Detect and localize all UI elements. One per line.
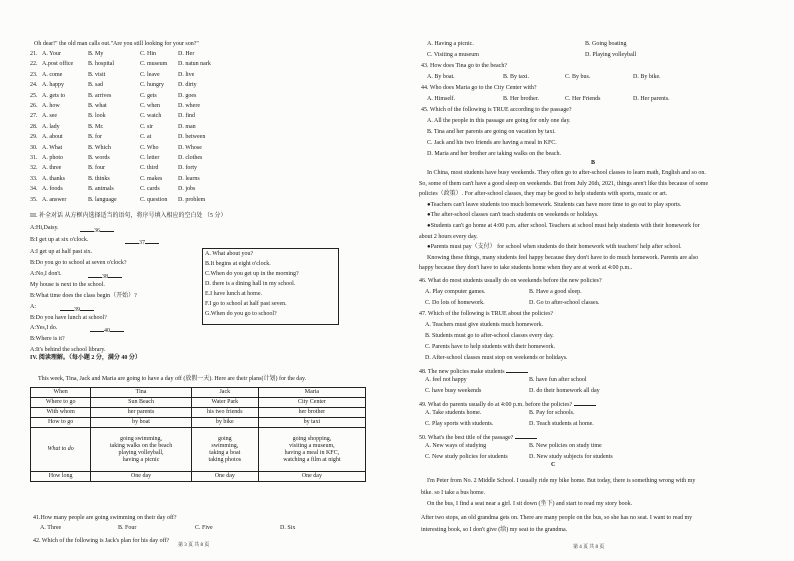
cloze-option-b: B. what <box>88 103 107 109</box>
q42-option-a: A. Having a picnic. <box>427 41 474 47</box>
cloze-option-c: C. Who <box>140 144 159 151</box>
blank-line <box>100 225 114 232</box>
cloze-question-number: 26. <box>30 103 38 109</box>
q41-option-c: C. Five <box>195 525 213 531</box>
cloze-question-number: 28. <box>30 123 38 130</box>
cloze-option-b: B. animals <box>88 186 114 193</box>
dialogue-line: A:No,I don't. <box>30 271 62 277</box>
question-43: 43. How does Tina go to the beach? <box>421 63 507 69</box>
q45-option-d: D. Maria and her brother are taking walks on the beach. <box>427 151 561 157</box>
q42-option-c: C. Visiting a museum <box>427 52 479 58</box>
q43-option-a: A. By boat. <box>427 74 455 80</box>
question-45: 45. Which of the following is TRUE according to the passage? <box>421 107 572 113</box>
q41-option-b: B. Four <box>118 525 137 531</box>
cloze-option-c: C. third <box>140 165 159 172</box>
cloze-option-b: B. hospital <box>88 61 115 68</box>
cloze-question-number: 22. <box>30 61 38 68</box>
cloze-option-b: B. sad <box>88 82 103 89</box>
answer-blank <box>574 399 596 406</box>
cloze-option-c: C. at <box>140 134 152 141</box>
q43-option-d: D. By bike. <box>633 74 661 80</box>
passage-b-line: ●Parents must pay（支付） for school when students do their homework with teachers' help after school. <box>427 244 682 251</box>
cloze-option-c: C. sir <box>140 123 154 130</box>
cloze-option-c: C. leave <box>140 71 160 78</box>
cloze-option-c: C. cards <box>140 186 160 193</box>
blank-number: 36 <box>94 228 100 234</box>
blank-line <box>60 304 74 311</box>
table-row-label: Where to go <box>31 398 91 408</box>
cloze-question-number: 32. <box>30 165 38 172</box>
passage-b-line: happy because they don't have to take students home when they are at work at 4:00 p.m.. <box>419 265 633 272</box>
table-cell: his two friends <box>191 408 258 418</box>
table-cell: Water Park <box>191 398 258 408</box>
blank-line <box>80 304 94 311</box>
dialogue-line: A: <box>30 304 36 310</box>
q45-option-b: B. Tina and her parents are going on vacation by taxi. <box>427 129 556 135</box>
table-row <box>31 398 366 408</box>
cloze-option-d: D. find <box>178 113 195 120</box>
cloze-option-b: B. Which <box>88 144 111 151</box>
box-option: C.When do you get up in the morning? <box>205 271 299 277</box>
dialogue-blank-37[interactable] <box>125 237 159 247</box>
passage-b-line: Knowing these things, many students feel happy because they don't have to do much homework. Parents are also <box>427 254 699 261</box>
cloze-option-a: A. What <box>42 144 63 151</box>
passage-c-line: interesting book, so I don't give (给) my seat to the grandma. <box>421 527 568 533</box>
cloze-option-a: A. thanks <box>42 175 65 182</box>
q48-option-c: C. have busy weekends <box>425 388 482 394</box>
cloze-option-a: A. photo <box>42 155 63 161</box>
passage-b-line: policies（政策）. For after-school classes, they may be good to help students with sports, music or art. <box>419 191 668 198</box>
dialogue-blank-38[interactable] <box>88 271 122 281</box>
box-option: A. What about you? <box>205 251 254 257</box>
cloze-option-c: C. hungry <box>140 82 164 89</box>
cloze-option-a: A. see <box>42 113 57 120</box>
passage-b-line: about 2 hours every day. <box>419 233 478 240</box>
q49-option-c: C. Play sports with students. <box>425 421 494 427</box>
q46-option-d: D. Go to after-school classes. <box>529 300 600 306</box>
table-row-label: What to do <box>31 428 91 472</box>
passage-b-label: B <box>591 160 596 166</box>
dialogue-line: A:It's behind the school library. <box>30 347 106 353</box>
cloze-option-b: B. look <box>88 113 106 120</box>
q50-option-a: A. New ways of studying <box>425 443 487 449</box>
q45-option-a: A. All the people in this passage are going for only one day. <box>427 118 571 124</box>
table-cell: going swimming, taking walks on the beach playing volleyball, having a picnic <box>91 428 192 472</box>
cloze-question-number: 34. <box>30 186 38 193</box>
q44-option-b: B. Her brother. <box>503 96 539 102</box>
cloze-question-number: 21. <box>30 51 38 57</box>
blank-number: 37 <box>139 240 145 246</box>
q43-option-c: C. By bus. <box>565 74 591 80</box>
passage-a-intro: This week, Tina, Jack and Maria are going to have a day off (放假一天). Here are their plans(计划) for the day. <box>38 376 307 382</box>
blank-line <box>90 325 104 332</box>
cloze-option-b: B. Mr. <box>88 123 104 130</box>
q50-option-b: B. New policies on study time <box>529 443 602 449</box>
table-cell: Sun Beach <box>91 398 192 408</box>
blank-line <box>125 237 139 244</box>
passage-b-line: ●The after-school classes can't teach students on weekends or holidays. <box>427 212 599 219</box>
blank-number: 40 <box>104 328 110 334</box>
blank-line <box>88 271 102 278</box>
cloze-question-number: 33. <box>30 175 38 182</box>
box-option: B.It begins at eight o'clock. <box>205 261 271 267</box>
q47-option-d: D. After-school classes must stop on weekends or holidays. <box>425 355 568 361</box>
table-row-label: With whom <box>31 408 91 418</box>
q44-option-c: C. Her Friends <box>565 96 601 102</box>
cloze-option-c: C. Hin <box>140 51 157 57</box>
question-42: 42. Which of the following is Jack's plan for his day off? <box>33 538 170 544</box>
q42-option-d: D. Playing volleyball <box>585 52 637 58</box>
q48-option-a: A. feel not happy <box>425 377 467 383</box>
cloze-option-b: B. language <box>88 196 117 203</box>
dialogue-line: B:Do you go to school at seven o'clock? <box>30 260 127 266</box>
table-cell: by boat <box>91 418 192 428</box>
cloze-option-c: C. letter <box>140 155 160 161</box>
table-header-cell: Jack <box>191 388 258 398</box>
cloze-option-a: A. gets to <box>42 92 66 99</box>
cloze-option-c: C. museum <box>140 61 168 68</box>
box-option: G.When do you go to school? <box>205 311 277 317</box>
table-cell: City Center <box>258 398 365 408</box>
cloze-option-a: A. three <box>42 165 62 172</box>
cloze-option-d: D. man <box>178 123 196 130</box>
question-46: 46. What do most students usually do on weekends before the new policies? <box>419 278 602 284</box>
table-header-cell: When <box>31 388 91 398</box>
passage-c-line: bike. so I take a bus home. <box>421 490 485 496</box>
cloze-question-number: 29. <box>30 134 38 141</box>
cloze-option-d: D. Her <box>178 51 195 57</box>
table-cell: One day <box>191 472 258 482</box>
dialogue-line: B:Where is it? <box>30 336 65 342</box>
table-row <box>31 472 366 482</box>
table-cell: going swimming, taking a boat taking photos <box>191 428 258 472</box>
table-row <box>31 408 366 418</box>
dialogue-line: A:Yes,I do. <box>30 325 58 331</box>
cloze-option-b: B. My <box>88 51 104 57</box>
cloze-option-c: C. makes <box>140 175 163 182</box>
table-row <box>31 428 366 472</box>
table-header-cell: Tina <box>91 388 192 398</box>
q49-option-b: B. Pay for schools. <box>529 410 575 416</box>
box-option: E.I have lunch at home. <box>205 291 262 297</box>
q44-option-d: D. Her parents. <box>633 96 670 102</box>
cloze-option-b: B. thinks <box>88 175 110 182</box>
cloze-option-d: D. between <box>178 134 206 141</box>
q48-option-d: D. do their homework all day <box>529 388 600 394</box>
cloze-option-a: A. answer <box>42 196 67 203</box>
passage-c-line: After two stops, an old grandma gets on. There are many people on the bus, so she has no seat. I want to read my <box>421 515 693 521</box>
q41-option-a: A. Three <box>40 525 62 531</box>
question-41: 41.How many people are going swimming on their day off? <box>33 515 177 521</box>
question-50: 50. What's the best title of the passage? <box>419 432 537 442</box>
cloze-option-a: A. Your <box>42 51 61 57</box>
passage-b-line: In China, most students have busy weekends. They often go to after-school classes to learn math, English and so on. <box>427 170 706 176</box>
cloze-option-d: D. learns <box>178 175 200 182</box>
blank-line <box>110 325 124 332</box>
passage-c-label: C <box>551 462 556 468</box>
table-row <box>31 418 366 428</box>
q50-option-c: C. New study policies for students <box>425 454 508 460</box>
q45-option-c: C. Jack and his two friends are having a meal in KFC. <box>427 140 557 146</box>
q44-option-a: A. Himself. <box>427 96 456 102</box>
q47-option-b: B. Students must go to after-school classes every day. <box>425 333 554 339</box>
dialogue-line: A:I get up at half past six. <box>30 249 93 255</box>
question-48: 48. The new policies make students <box>419 366 528 376</box>
blank-number: 39 <box>74 307 80 313</box>
dialogue-line: B:Do you have lunch at school? <box>30 315 107 321</box>
question-47: 47. Which of the following is TRUE about the policies? <box>419 311 554 317</box>
dialogue-line: My house is next to the school. <box>30 282 105 288</box>
box-option: D. there is a dining hall in my school. <box>205 281 296 287</box>
table-header-cell: Maria <box>258 388 365 398</box>
blank-line <box>108 271 122 278</box>
blank-line <box>80 225 94 232</box>
cloze-option-c: C. watch <box>140 113 162 120</box>
cloze-question-number: 23. <box>30 71 38 78</box>
cloze-question-number: 30. <box>30 144 38 151</box>
cloze-option-b: B. four <box>88 165 105 172</box>
cloze-option-b: B. for <box>88 134 102 141</box>
q43-option-b: B. By taxi. <box>503 74 530 80</box>
table-row-label: How to go <box>31 418 91 428</box>
question-44: 44. Who does Maria go to the City Center with? <box>421 85 537 91</box>
q49-option-d: D. Teach students at home. <box>529 421 594 427</box>
box-option: F.I go to school at half past seven. <box>205 301 287 307</box>
answer-blank <box>506 366 528 373</box>
answer-blank <box>515 432 537 439</box>
passage-b-line: ●Teachers can't leave students too much homework. Students can have more time to go out to play sports. <box>427 201 682 208</box>
dialogue-blank-40[interactable] <box>90 325 124 335</box>
table-cell: by bike <box>191 418 258 428</box>
cloze-option-a: A. about <box>42 134 63 141</box>
cloze-question-number: 31. <box>30 155 38 161</box>
cloze-option-b: B. words <box>88 155 110 161</box>
cloze-option-d: D. live <box>178 71 195 78</box>
q50-option-d: D. New study subjects for students <box>529 454 613 460</box>
dialogue-blank-36[interactable] <box>80 225 114 235</box>
table-cell: by taxi <box>258 418 365 428</box>
q48-option-b: B. have fun after school <box>529 377 587 383</box>
cloze-option-c: C. gets <box>140 92 157 99</box>
table-row-label: How long <box>31 472 91 482</box>
cloze-option-d: D. clothes <box>178 155 203 161</box>
cloze-question-number: 27. <box>30 113 38 120</box>
section4-title: IV. 阅读理解。（每小题 2 分，满分 40 分） <box>30 355 141 361</box>
blank-line <box>145 237 159 244</box>
table-cell: One day <box>91 472 192 482</box>
table-cell: her brother <box>258 408 365 418</box>
passage-c-line: On the bus, I find a seat near a girl. I sit down (坐下) and start to read my story book. <box>427 501 633 507</box>
q46-option-a: A. Play computer games. <box>425 289 486 295</box>
cloze-option-d: D. Whose <box>178 144 202 151</box>
cloze-question-number: 24. <box>30 82 38 89</box>
question-49: 49. What do parents usually do at 4:00 p.m. before the policies? <box>419 399 596 409</box>
cloze-question-number: 35. <box>30 196 38 203</box>
cloze-option-a: A.post office <box>42 61 74 68</box>
cloze-option-d: D. forty <box>178 165 197 172</box>
cloze-option-b: B. arrives <box>88 92 112 99</box>
cloze-option-a: A. how <box>42 103 60 109</box>
cloze-question-number: 25. <box>30 92 38 99</box>
cloze-option-d: D. where <box>178 103 200 109</box>
table-header-row <box>31 388 366 398</box>
cloze-option-a: A. come <box>42 71 63 78</box>
q41-option-d: D. Six <box>280 525 296 531</box>
cloze-option-d: D. problem <box>178 196 206 203</box>
blank-number: 38 <box>102 274 108 280</box>
page-number-right: 第 4 页 共 8 页 <box>573 545 605 550</box>
page-number-left: 第 3 页 共 8 页 <box>178 543 210 548</box>
dialogue-blank-39[interactable] <box>60 304 94 314</box>
cloze-option-c: C. question <box>140 196 168 203</box>
cloze-option-a: A. foods <box>42 186 63 193</box>
dialogue-line: A:Hi,Daisy. <box>30 225 59 231</box>
dialogue-line: B:I get up at six o'clock. <box>30 237 89 243</box>
cloze-option-b: B. visit <box>88 71 106 78</box>
cloze-option-a: A. lady <box>42 123 60 130</box>
plan-table <box>30 387 366 482</box>
table-cell: her parents <box>91 408 192 418</box>
table-cell: One day <box>258 472 365 482</box>
cloze-option-d: D. jobs <box>178 186 196 193</box>
q42-option-b: B. Going boating <box>585 41 627 47</box>
cloze-intro-line: Oh dear!" the old man calls out."Are you still looking for your son?" <box>34 41 199 47</box>
cloze-option-d: D. natun nark <box>178 61 211 68</box>
q46-option-b: B. Have a good sleep. <box>529 289 582 295</box>
cloze-option-c: C. when <box>140 103 160 109</box>
passage-b-line: ●Students can't go home at 4:00 p.m. after school. Teachers at school must help students with their homework for <box>427 223 700 229</box>
cloze-option-a: A. happy <box>42 82 64 89</box>
section3-title: III. 补全对话 从方框内选择适当的语句，将序号填入相应的空白处 （5 分） <box>30 213 227 219</box>
dialogue-line: B:What time does the class begin（开始）? <box>30 293 137 299</box>
q46-option-c: C. Do lots of homework. <box>425 300 485 306</box>
cloze-option-d: D. goes <box>178 92 197 99</box>
table-cell: going shopping, visiting a museum, having a meal in KFC, watching a film at night <box>258 428 365 472</box>
q47-option-a: A. Teachers must give students much homework. <box>425 322 544 328</box>
options-box <box>202 248 339 325</box>
cloze-option-d: D. dirty <box>178 82 197 89</box>
q49-option-a: A. Take students home. <box>425 410 482 416</box>
passage-b-line: So, some of them can't have a good sleep on weekends. But from July 26th, 2021, things aren't like this because of some <box>419 180 709 187</box>
passage-c-line: I'm Peter from No. 2 Middle School. I usually ride my bike home. But today, there is something wrong with my <box>427 478 696 484</box>
q47-option-c: C. Parents have to help students with their homework. <box>425 344 555 350</box>
